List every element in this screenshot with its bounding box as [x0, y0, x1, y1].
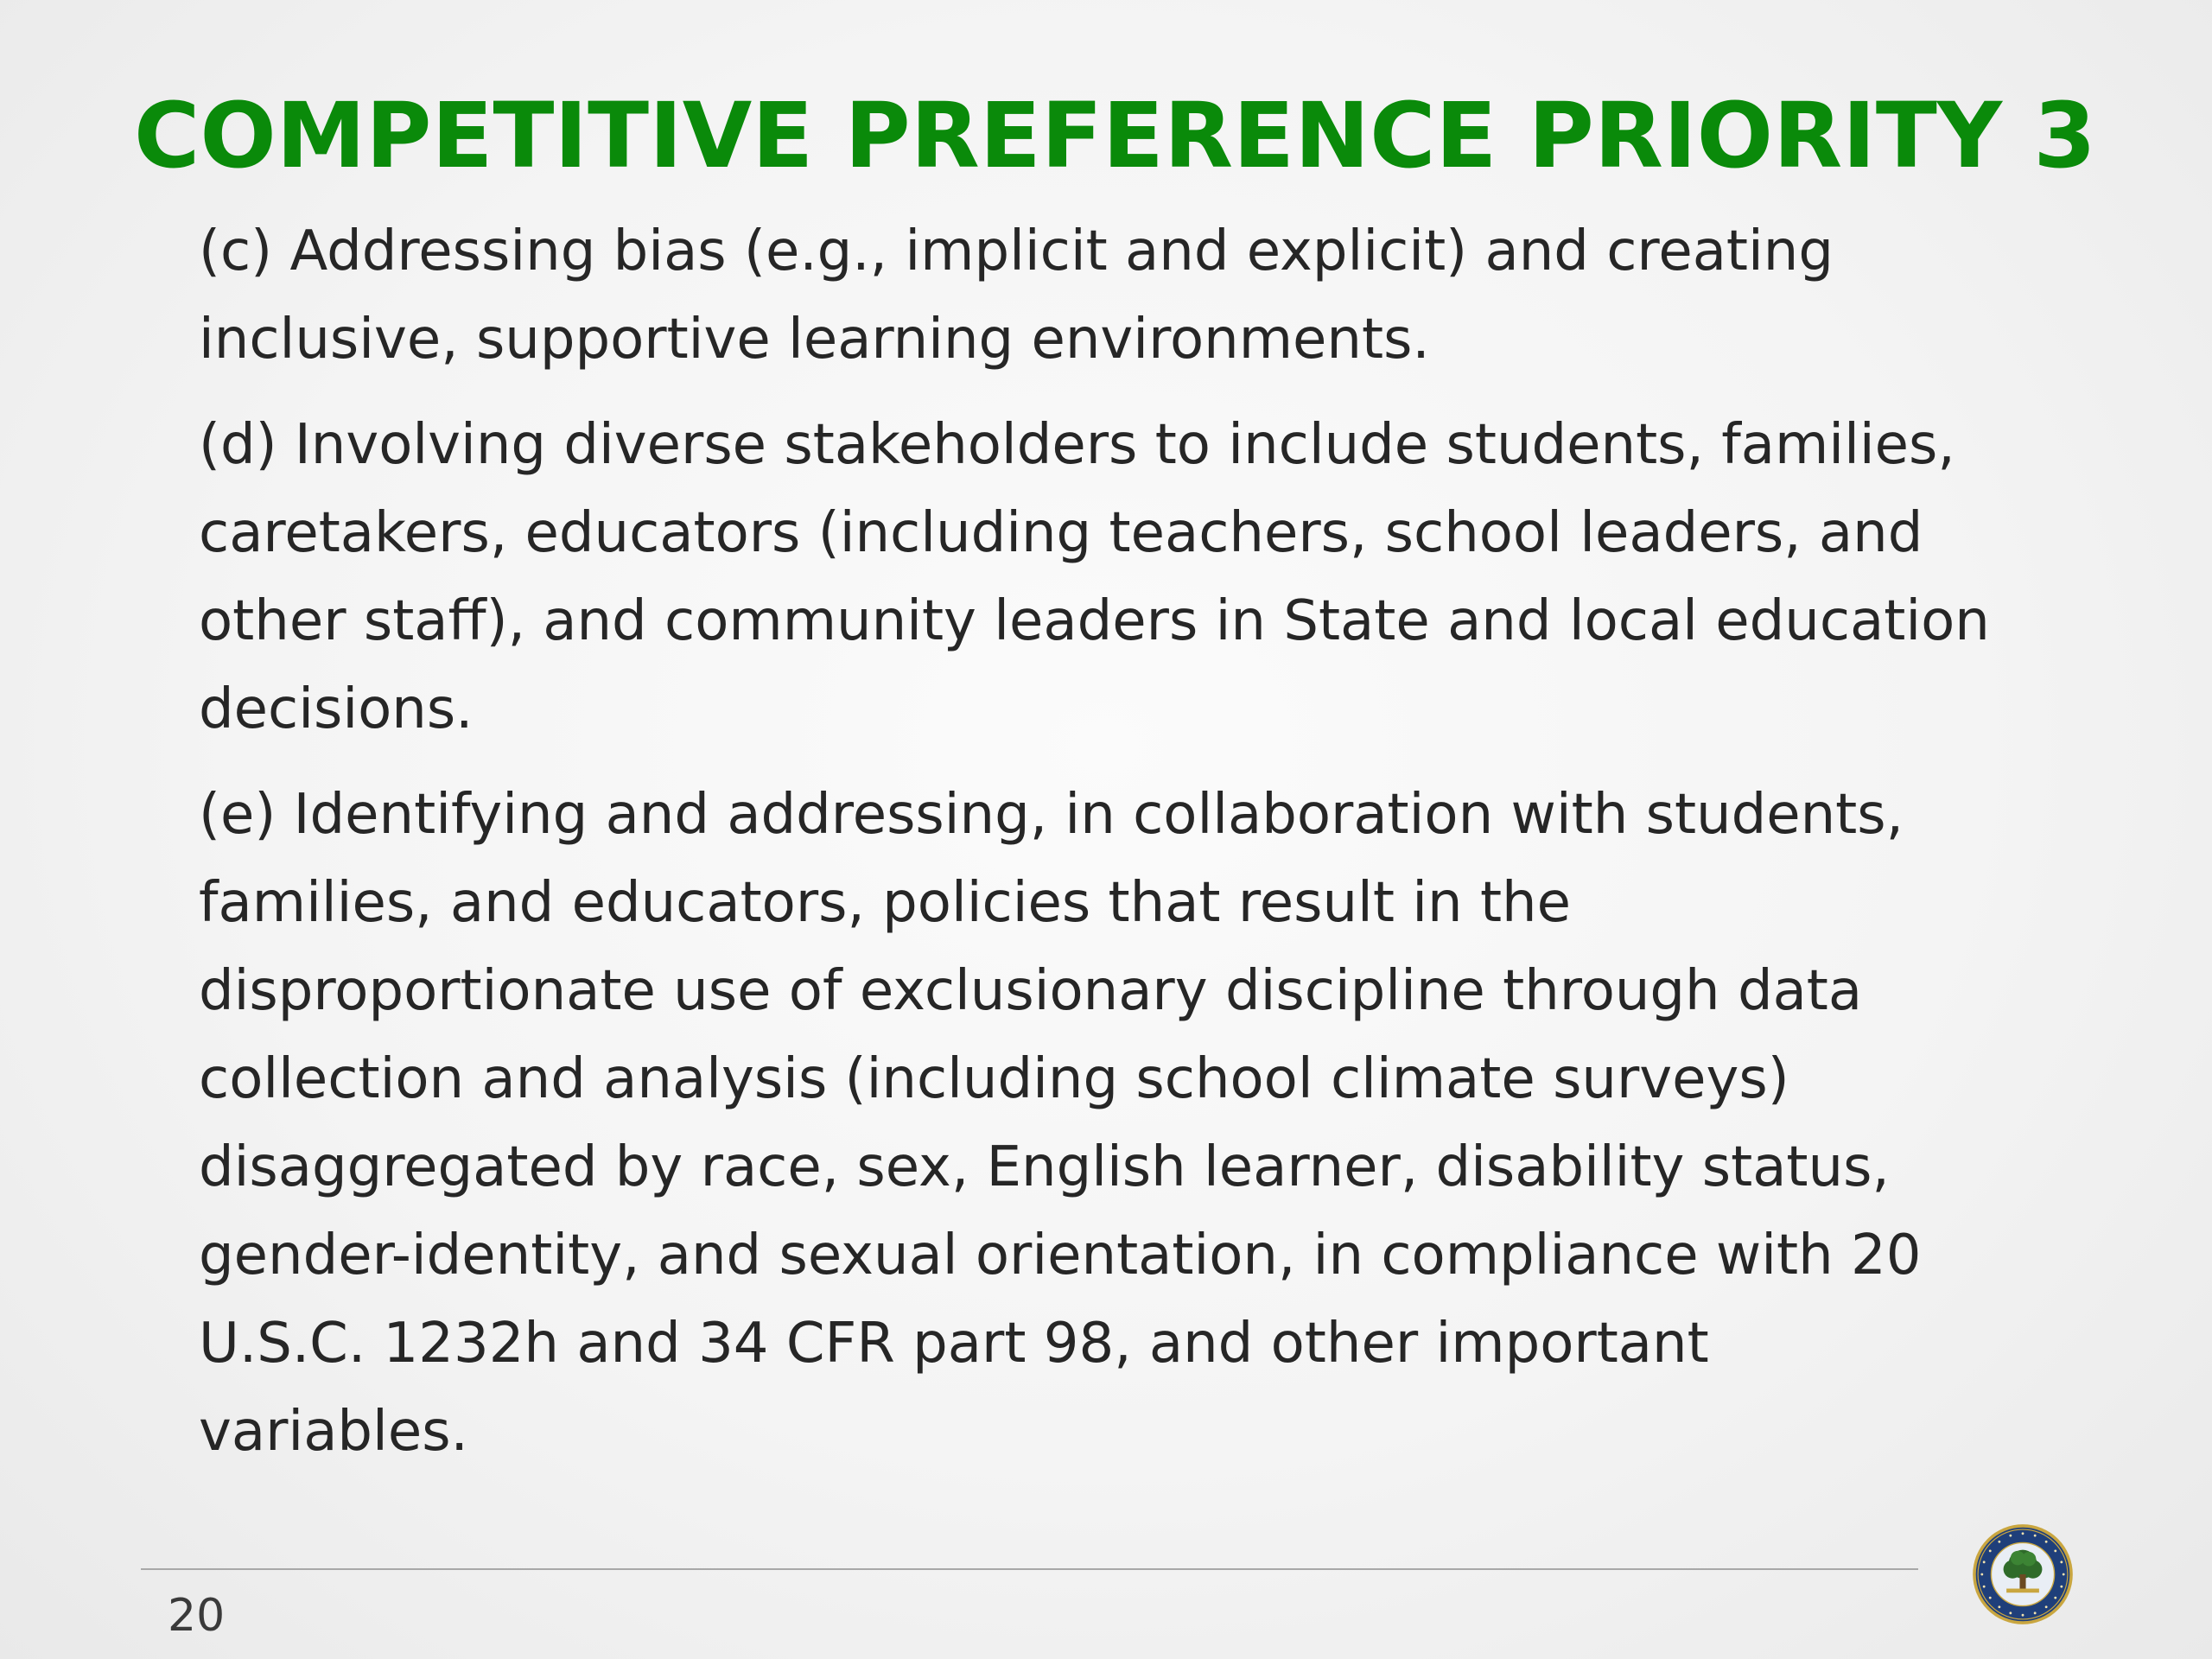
body-line: (d) Involving diverse stakeholders to include students, families,	[199, 413, 1955, 477]
slide-body	[199, 207, 2108, 1493]
page-number: 20	[168, 1590, 226, 1642]
body-line: U.S.C. 1232h and 34 CFR part 98, and other important	[199, 1312, 1709, 1376]
body-line: decisions.	[199, 677, 474, 741]
body-line: (c) Addressing bias (e.g., implicit and explicit) and creating	[199, 219, 1834, 283]
body-line: collection and analysis (including school climate surveys)	[199, 1047, 1789, 1111]
priority-item-d	[199, 401, 2108, 753]
body-line: (e) Identifying and addressing, in collaboration with students,	[199, 783, 1904, 847]
slide-title: COMPETITIVE PREFERENCE PRIORITY 3	[134, 83, 2096, 188]
body-line: other staff), and community leaders in State and local education	[199, 589, 1990, 653]
body-line: caretakers, educators (including teachers, school leaders, and	[199, 501, 1923, 565]
body-line: families, and educators, policies that result in the	[199, 871, 1571, 935]
body-line: variables.	[199, 1400, 468, 1464]
body-line: disaggregated by race, sex, English learner, disability status,	[199, 1135, 1890, 1199]
body-line: gender-identity, and sexual orientation, in compliance with 20	[199, 1224, 1922, 1287]
department-of-education-seal-icon	[1972, 1523, 2074, 1625]
footer-divider	[141, 1568, 1918, 1570]
body-line: inclusive, supportive learning environments.	[199, 308, 1430, 372]
priority-item-e	[199, 771, 2108, 1476]
body-line: disproportionate use of exclusionary discipline through data	[199, 959, 1863, 1023]
priority-item-c	[199, 207, 2108, 384]
